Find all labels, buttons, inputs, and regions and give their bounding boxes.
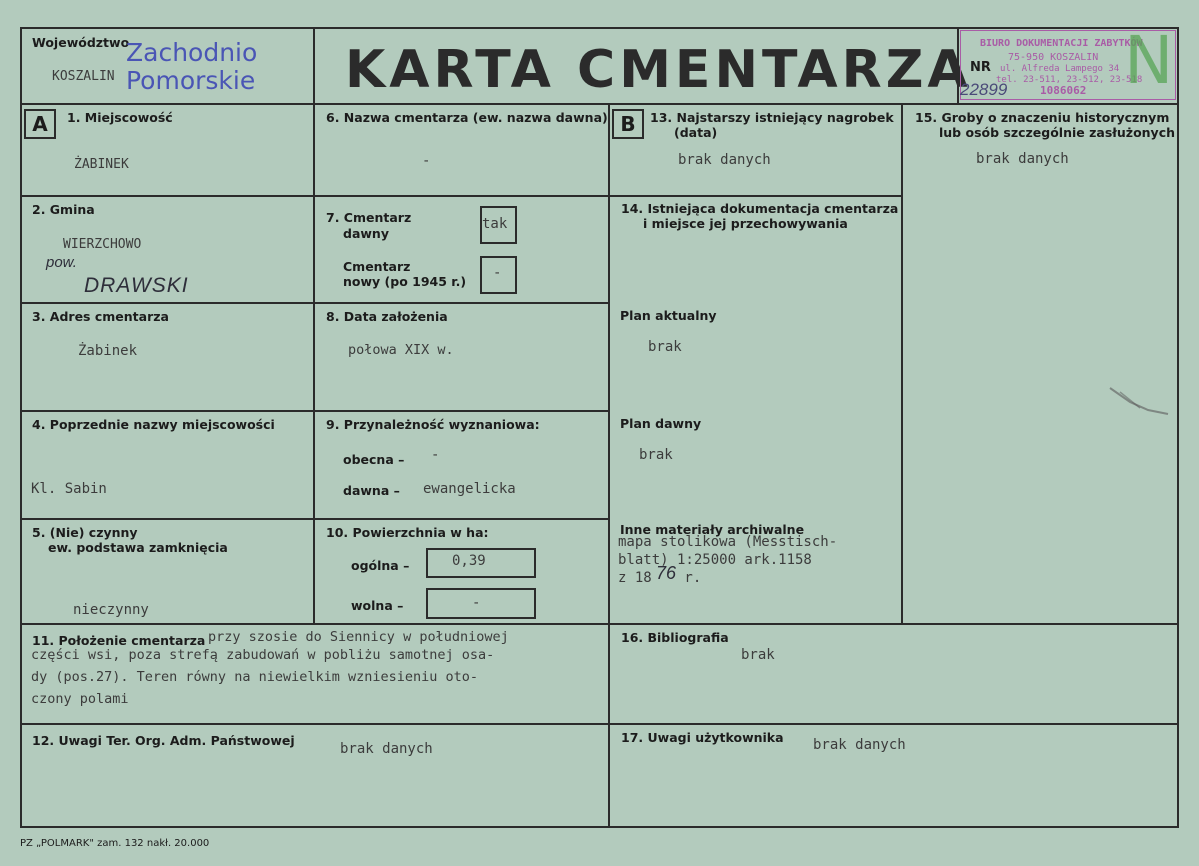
field-11-line2: części wsi, poza strefą zabudowań w pobliżu samotnej osa- [31, 647, 495, 663]
inne-line1: mapa stolikowa (Messtisch- [618, 534, 838, 550]
divider-row5 [20, 623, 1179, 625]
divider-col3 [901, 103, 903, 625]
border-left [20, 27, 22, 828]
field-2-hand-pow: pow. [46, 254, 77, 271]
field-12-value: brak danych [340, 741, 433, 757]
stamp-line3: ul. Alfreda Lampego 34 [1000, 64, 1120, 74]
border-top [20, 27, 1179, 29]
wojewodztwo-label: Województwo [32, 35, 130, 50]
field-4-value: Kl. Sabin [31, 481, 107, 497]
nr-label: NR [970, 60, 991, 75]
pencil-scribble [1100, 380, 1175, 420]
printer-footer: PZ „POLMARK" zam. 132 nakł. 20.000 [20, 838, 210, 849]
field-6-label: 6. Nazwa cmentarza (ew. nazwa dawna) [326, 110, 608, 125]
wojewodztwo-typed: KOSZALIN [52, 69, 115, 84]
divider-row1-b [610, 195, 903, 197]
field-9-dawna-value: ewangelicka [423, 481, 516, 497]
inne-line2: blatt) 1:25000 ark.1158 [618, 552, 812, 568]
field-4-label: 4. Poprzednie nazwy miejscowości [32, 417, 275, 432]
inne-label: Inne materiały archiwalne [620, 522, 805, 537]
field-3-label: 3. Adres cmentarza [32, 309, 169, 324]
divider-row1 [20, 195, 610, 197]
field-5-value: nieczynny [73, 602, 149, 618]
field-7-nowy-label-1: Cmentarz [343, 259, 411, 274]
field-15-value: brak danych [976, 151, 1069, 167]
field-6-value: - [422, 153, 431, 169]
divider-row4 [20, 518, 610, 520]
field-5-label-1: 5. (Nie) czynny [32, 525, 138, 540]
field-9-obecna-label: obecna – [343, 452, 405, 467]
plan-aktualny-value: brak [648, 339, 682, 355]
field-7-nowy-value: - [493, 265, 502, 281]
field-15-label-2: lub osób szczególnie zasłużonych [939, 125, 1176, 140]
stamp-line4: tel. 23-511, 23-512, 23-518 [996, 75, 1143, 85]
field-13-label-1: 13. Najstarszy istniejący nagrobek [650, 110, 894, 125]
field-11-line3: dy (pos.27). Teren równy na niewielkim wzniesieniu oto- [31, 669, 479, 685]
divider-row3 [20, 410, 610, 412]
region-stamp-line1: Zachodnio [126, 38, 258, 67]
divider-col2 [608, 103, 610, 827]
field-13-label-2: (data) [674, 125, 718, 140]
region-stamp-line2: Pomorskie [126, 66, 256, 95]
field-7-nowy-label-2: nowy (po 1945 r.) [343, 274, 467, 289]
field-7-dawny-value: tak [482, 216, 508, 232]
field-14-label-2: i miejsce jej przechowywania [643, 216, 848, 231]
field-10-wolna-box [426, 588, 536, 619]
field-7-label-1: 7. Cmentarz [326, 210, 412, 225]
inne-line3-hand: 76 [656, 563, 677, 583]
nr-handwritten: 22899 [960, 80, 1008, 99]
field-8-value: połowa XIX w. [348, 342, 454, 358]
field-10-ogolna-label: ogólna – [351, 558, 410, 573]
field-2-label: 2. Gmina [32, 202, 95, 217]
field-3-value: Żabinek [78, 343, 138, 359]
field-1-value: ŻABINEK [74, 157, 129, 172]
stamp-letter: N [1124, 22, 1174, 99]
field-11-label: 11. Położenie cmentarza [32, 633, 206, 648]
field-16-value: brak [741, 647, 775, 663]
inne-line3-prefix: z 18 [618, 570, 652, 586]
divider-row6 [20, 723, 1179, 725]
field-2-value: WIERZCHOWO [63, 237, 142, 252]
field-16-label: 16. Bibliografia [621, 630, 729, 645]
page-title: KARTA CMENTARZA [345, 40, 972, 100]
stamp-line2: 75-950 KOSZALIN [1008, 52, 1099, 63]
field-17-label: 17. Uwagi użytkownika [621, 730, 784, 745]
stamp-code: 1086062 [1040, 84, 1087, 97]
field-15-label-1: 15. Groby o znaczeniu historycznym [915, 110, 1170, 125]
field-10-ogolna-value: 0,39 [452, 553, 486, 569]
section-b-tag: B [612, 109, 644, 139]
field-5-label-2: ew. podstawa zamknięcia [48, 540, 228, 555]
field-11-line1: przy szosie do Siennicy w południowej [208, 629, 509, 645]
field-9-dawna-label: dawna – [343, 483, 400, 498]
inne-line3-suffix: r. [676, 570, 702, 586]
field-13-value: brak danych [678, 152, 771, 168]
section-a-tag: A [24, 109, 56, 139]
field-10-wolna-value: - [472, 595, 481, 611]
field-9-obecna-value: - [431, 447, 440, 463]
divider-header [20, 103, 1179, 105]
divider-row2 [20, 302, 610, 304]
border-bottom [20, 826, 1179, 828]
field-17-value: brak danych [813, 737, 906, 753]
plan-dawny-label: Plan dawny [620, 416, 702, 431]
plan-dawny-value: brak [639, 447, 673, 463]
divider-col1-top [313, 27, 315, 625]
field-1-label: 1. Miejscowość [67, 110, 173, 125]
field-9-label: 9. Przynależność wyznaniowa: [326, 417, 540, 432]
field-8-label: 8. Data założenia [326, 309, 448, 324]
stamp-line1: BIURO DOKUMENTACJI ZABYTKÓW [980, 38, 1143, 49]
field-14-label-1: 14. Istniejąca dokumentacja cmentarza [621, 201, 899, 216]
field-12-label: 12. Uwagi Ter. Org. Adm. Państwowej [32, 733, 295, 748]
border-right [1177, 27, 1179, 828]
field-7-label-2: dawny [343, 226, 389, 241]
field-10-label: 10. Powierzchnia w ha: [326, 525, 489, 540]
plan-aktualny-label: Plan aktualny [620, 308, 717, 323]
field-2-hand-district: DRAWSKI [84, 274, 189, 297]
field-11-line4: czony polami [31, 691, 129, 707]
field-10-wolna-label: wolna – [351, 598, 404, 613]
